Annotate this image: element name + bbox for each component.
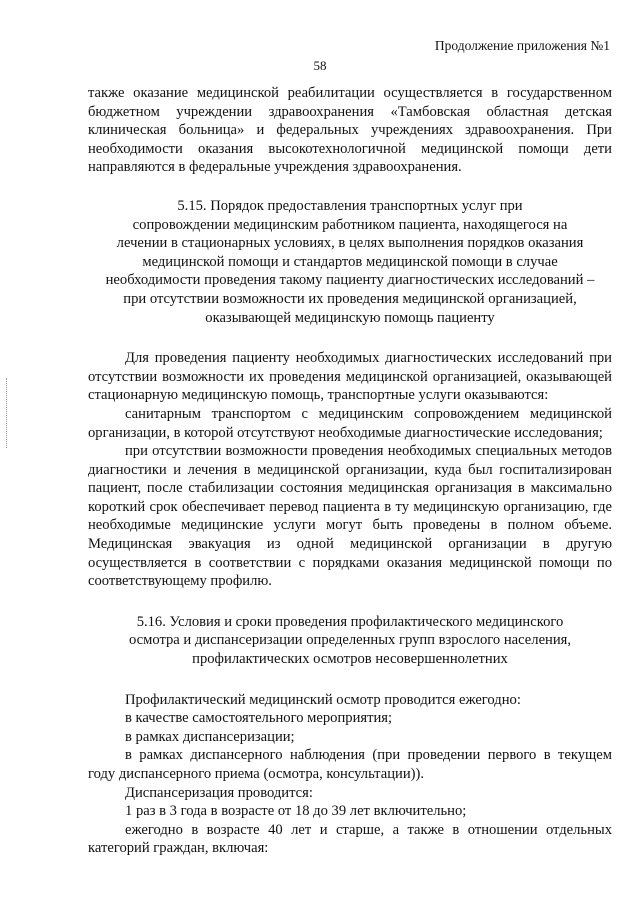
section-5-16-paragraph: в рамках диспансеризации; <box>125 728 295 745</box>
section-5-16-paragraph: 1 раз в 3 года в возрасте от 18 до 39 лет включительно; <box>125 803 467 820</box>
section-5-16-paragraph: ежегодно в возрасте 40 лет и старше, а также в отношении отдельных категорий граждан, включая: <box>88 821 612 857</box>
section-5-15-title <box>88 197 612 327</box>
page-number: 58 <box>313 58 327 73</box>
title-line: лечении в стационарных условиях, в целях выполнения порядков оказания <box>116 235 584 252</box>
title-line: профилактических осмотров несовершеннолетних <box>192 651 508 668</box>
title-line: 5.15. Порядок предоставления транспортных услуг при <box>177 197 523 214</box>
section-5-15-paragraph: при отсутствии возможности проведения необходимых специальных методов диагностики и лечения в медицинской организации, куда был госпитализирован пациент, после стабилизации состояния медицинская организация в максимально короткий срок обеспечивает перевод пациента в ту медицинскую организацию, где необходимые медицинские услуги могут быть проведены в полном объеме. Медицинская эвакуация из одной медицинской организации в другую осуществляется в соответствии с порядками оказания медицинской помощи по соответствующему профилю. <box>88 443 612 590</box>
section-5-16-paragraph: Профилактический медицинский осмотр проводится ежегодно: <box>125 691 521 708</box>
title-line: при отсутствии возможности их проведения медицинской организацией, <box>123 290 577 307</box>
scan-margin-mark <box>6 378 8 448</box>
title-line: оказывающей медицинскую помощь пациенту <box>205 309 495 326</box>
title-line: медицинской помощи и стандартов медицинской помощи в случае <box>142 253 558 270</box>
section-5-15-paragraph: Для проведения пациенту необходимых диагностических исследований при отсутствии возможности их проведения медицинской организацией, оказывающей стационарную медицинскую помощь, транспортные услуги оказываются: <box>88 350 612 404</box>
intro-paragraph: также оказание медицинской реабилитации осуществляется в государственном бюджетном учреждении здравоохранения «Тамбовская областная детская клиническая больница» и федеральных учреждениях здравоохранения. При необходимости оказания высокотехнологичной медицинской помощи дети направляются в федеральные учреждения здравоохранения. <box>88 85 612 176</box>
section-5-16-paragraph: Диспансеризация проводится: <box>125 784 313 801</box>
document-body <box>88 84 612 858</box>
title-line: осмотра и диспансеризации определенных групп взрослого населения, <box>128 632 572 649</box>
section-5-16-paragraph: в рамках диспансерного наблюдения (при проведении первого в текущем году диспансерного приема (осмотра, консультации)). <box>88 747 612 782</box>
section-5-16-title <box>88 613 612 669</box>
title-line: сопровождении медицинским работником пациента, находящегося на <box>132 216 568 233</box>
section-5-15-paragraph: санитарным транспортом с медицинским сопровождением медицинской организации, в которой отсутствуют необходимые диагностические исследования; <box>88 405 612 441</box>
section-5-16-paragraph: в качестве самостоятельного мероприятия; <box>125 710 393 727</box>
title-line: необходимости проведения такому пациенту диагностических исследований – <box>105 272 595 289</box>
appendix-continuation-note: Продолжение приложения №1 <box>434 38 610 53</box>
title-line: 5.16. Условия и сроки проведения профилактического медицинского <box>136 613 564 630</box>
